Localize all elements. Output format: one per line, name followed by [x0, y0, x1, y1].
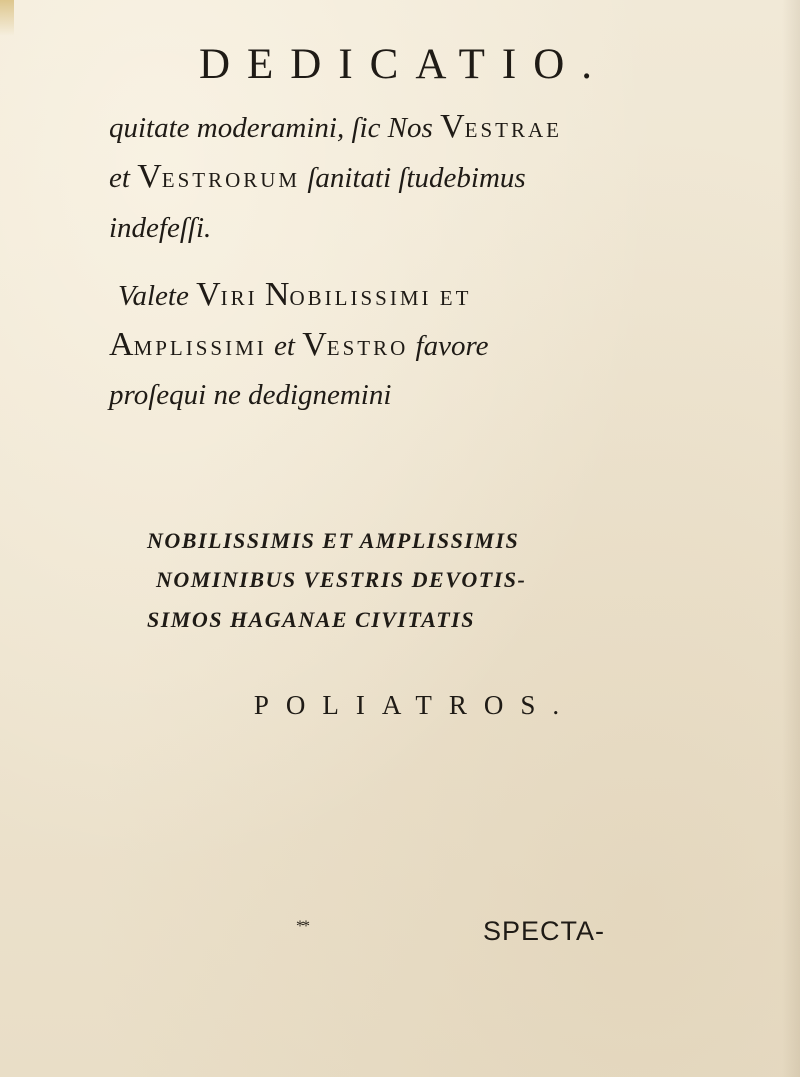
small-caps-text: ESTRAE — [464, 118, 562, 142]
small-caps-initial: V — [440, 108, 465, 145]
text-italic: et — [274, 330, 295, 362]
subscription-line3: SIMOS HAGANAE CIVITATIS — [147, 607, 475, 632]
paragraph1-line2 — [109, 160, 526, 197]
paragraph2-line1 — [118, 278, 471, 315]
small-caps-text: MPLISSIMI — [133, 336, 267, 360]
small-caps-text: ESTRORUM — [161, 168, 301, 192]
small-caps-text: ESTRO — [326, 336, 409, 360]
text-italic: proſequi ne dedignemini — [109, 379, 392, 411]
subscription-line1: NOBILISSIMIS ET AMPLISSIMIS — [147, 528, 520, 553]
small-caps-text: IRI — [220, 286, 258, 310]
small-caps-initial: V — [137, 158, 162, 195]
paragraph1-line3 — [109, 211, 211, 245]
signature-poliatros: POLIATROS. — [253, 690, 577, 720]
paragraph2-line2 — [109, 328, 489, 365]
paragraph1-line1 — [109, 110, 562, 147]
page-heading: DEDICATIO. — [198, 41, 610, 88]
corner-stain — [0, 0, 14, 36]
small-caps-text: OBILISSIMI ET — [289, 286, 472, 310]
small-caps-initial: V — [302, 326, 327, 363]
text-italic: Valete — [118, 280, 189, 312]
subscription-line2: NOMINIBUS VESTRIS DEVOTIS- — [156, 567, 527, 592]
text-italic: et — [109, 162, 130, 194]
page-edge-shadow — [782, 0, 800, 1077]
signature-mark: ** — [296, 918, 308, 935]
text-italic: favore — [415, 330, 489, 362]
small-caps-initial: A — [109, 326, 134, 363]
catchword: SPECTA- — [483, 916, 606, 946]
small-caps-initial: V — [196, 276, 221, 313]
paragraph2-line3 — [109, 378, 391, 412]
text-italic: ſanitati ſtudebimus — [307, 162, 526, 194]
text-italic: quitate moderamini, ſic Nos — [109, 112, 433, 144]
text-italic: indefeſſi. — [109, 212, 212, 244]
small-caps-initial: N — [264, 276, 290, 313]
